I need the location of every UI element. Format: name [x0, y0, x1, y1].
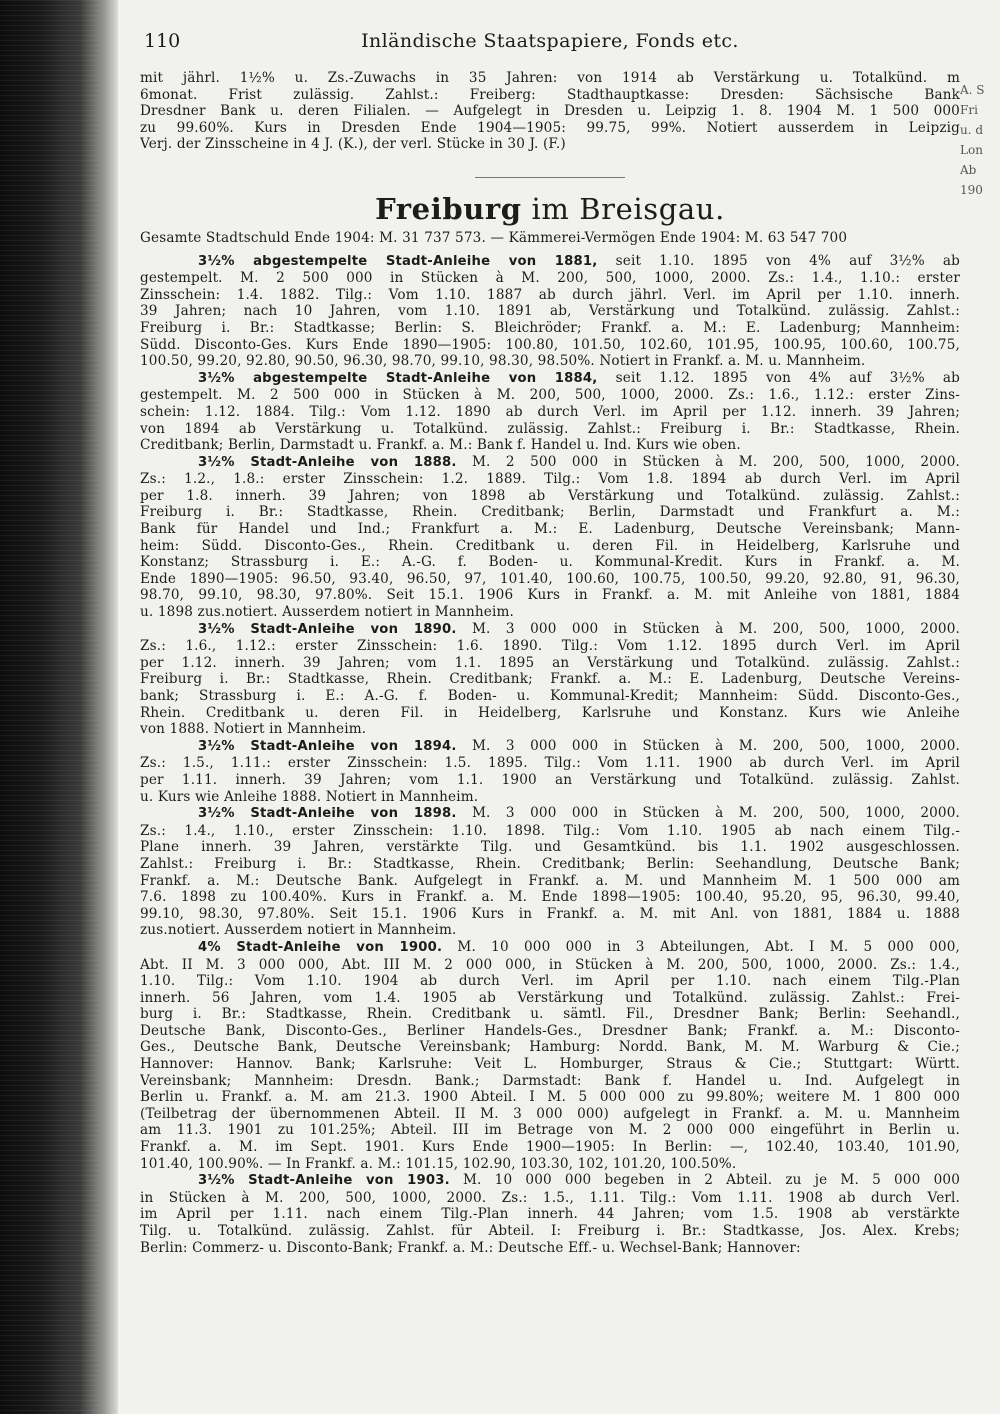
text-line: burg i. Br.: Stadtkasse, Rhein. Creditbank u. sämtl. Fil., Dresdner Bank; Berlin: Seehandl.,	[140, 1006, 960, 1023]
text-line: Ges., Deutsche Bank, Deutsche Vereinsbank; Hamburg: Nordd. Bank, M. M. Warburg & Cie.;	[140, 1039, 960, 1056]
text-line: 1.10. Tilg.: Vom 1.10. 1904 ab durch Verl. im April per 1.10. nach einem Tilg.-Plan	[140, 973, 960, 990]
page-number: 110	[144, 30, 181, 52]
bond-intro-text: seit 1.10. 1895 von 4% auf 3½% ab	[597, 252, 960, 269]
text-line: Berlin: Commerz- u. Disconto-Bank; Frankf. a. M.: Deutsche Eff.- u. Wechsel-Bank; Hannover:	[140, 1239, 801, 1256]
section-title-region: im Breisgau.	[521, 191, 725, 226]
bond-title: 3½% Stadt-Anleihe von 1894.	[198, 738, 457, 754]
section-divider	[475, 177, 625, 178]
section-title-city: Freiburg	[375, 191, 522, 226]
bond-intro-text: M. 3 000 000 in Stücken à M. 200, 500, 1000, 2000.	[456, 620, 960, 637]
text-line: Berlin u. Frankf. a. M. am 21.3. 1900 Abteil. I M. 5 000 000 zu 99.80%; weitere M. 1 800 000	[140, 1089, 960, 1106]
margin-fragment: 190	[960, 183, 983, 197]
text-line: zu 99.60%. Kurs in Dresden Ende 1904—1905: 99.75, 99%. Notiert ausserdem in Leipzig	[140, 119, 960, 136]
text-line: Vereinsbank; Mannheim: Dresdn. Bank.; Darmstadt: Bank f. Handel u. Ind. Aufgelegt in	[140, 1072, 960, 1089]
bond-intro-text: M. 3 000 000 in Stücken à M. 200, 500, 1000, 2000.	[456, 737, 960, 754]
bond-entry-first-line	[140, 738, 960, 756]
text-line: von 1894 ab Verstärkung u. Totalkünd. zulässig. Zahlst.: Freiburg i. Br.: Stadtkasse, Rhein.	[140, 420, 960, 437]
text-line: innerh. 56 Jahren, vom 1.4. 1905 ab Verstärkung und Totalkünd. zulässig. Zahlst.: Frei-	[140, 989, 960, 1006]
bond-entry-first-line	[140, 621, 960, 639]
text-line: 7.6. 1898 zu 100.40%. Kurs in Frankf. a. M. Ende 1898—1905: 100.40, 95.20, 95, 96.30, 99.40,	[140, 889, 960, 906]
text-line: Konstanz; Strassburg i. E.: A.-G. f. Boden- u. Kommunal-Kredit. Kurs in Frankf. a. M.	[140, 554, 960, 571]
text-line: Verj. der Zinsscheine in 4 J. (K.), der verl. Stücke in 30 J. (F.)	[140, 136, 566, 153]
margin-fragment: Lon	[960, 143, 983, 157]
text-line: Ende 1890—1905: 96.50, 93.40, 96.50, 97, 101.40, 100.60, 100.75, 100.50, 99.20, 92.80, 91, 96.30,	[140, 570, 960, 587]
text-line: Zs.: 1.4., 1.10., erster Zinsschein: 1.10. 1898. Tilg.: Vom 1.10. 1905 ab nach einem Tilg.-	[140, 822, 960, 839]
text-line: Zahlst.: Freiburg i. Br.: Stadtkasse, Rhein. Creditbank; Berlin: Seehandlung, Deutsche Bank;	[140, 855, 960, 872]
text-line: per 1.12. innerh. 39 Jahren; vom 1.1. 1895 an Verstärkung und Totalkünd. zulässig. Zahlst.:	[140, 654, 960, 671]
bond-entry	[140, 454, 960, 621]
bond-entry	[140, 939, 960, 1172]
text-line: Freiburg i. Br.: Stadtkasse; Berlin: S. Bleichröder; Frankf. a. M.: E. Ladenburg; Mannheim:	[140, 319, 960, 336]
bond-title: 3½% Stadt-Anleihe von 1898.	[198, 806, 457, 822]
text-line: Zs.: 1.6., 1.12.: erster Zinsschein: 1.6. 1890. Tilg.: Vom 1.12. 1895 durch Verl. im April	[140, 638, 960, 655]
text-line: 98.70, 99.10, 98.30, 97.80%. Seit 15.1. 1906 Kurs in Frankf. a. M. mit Anleihe von 1881, 1884	[140, 587, 960, 604]
text-line: Zs.: 1.2., 1.8.: erster Zinsschein: 1.2. 1889. Tilg.: Vom 1.8. 1894 ab durch Verl. im April	[140, 471, 960, 488]
bond-title: 4% Stadt-Anleihe von 1900.	[198, 939, 443, 955]
bond-entry	[140, 805, 960, 939]
text-line: im April per 1.11. nach einem Tilg.-Plan innerh. 44 Jahren; vom 1.5. 1908 ab verstärkte	[140, 1206, 960, 1223]
page-header	[140, 30, 960, 62]
text-line: heim: Südd. Disconto-Ges., Rhein. Creditbank u. deren Fil. in Heidelberg, Karlsruhe und	[140, 537, 960, 554]
bond-entry-first-line	[140, 1172, 960, 1190]
text-line: Tilg. u. Totalkünd. zulässig. Zahlst. für Abteil. I: Freiburg i. Br.: Stadtkasse, Jos. Alex. Krebs;	[140, 1223, 960, 1239]
city-debt-statistics: Gesamte Stadtschuld Ende 1904: M. 31 737 573. — Kämmerei-Vermögen Ende 1904: M. 63 547 700	[140, 229, 848, 246]
bond-intro-text: M. 10 000 000 in 3 Abteilungen, Abt. I M. 5 000 000,	[442, 938, 960, 955]
bond-entry	[140, 1172, 960, 1256]
book-page	[140, 30, 960, 1405]
text-line: 39 Jahren; nach 10 Jahren, vom 1.10. 1891 ab, Verstärkung und Totalkünd. zulässig. Zahlst.:	[140, 303, 960, 320]
text-line: Plane innerh. 39 Jahren, verstärkte Tilg. und Gesamtkünd. bis 1.1. 1902 ausgeschlossen.	[140, 839, 960, 856]
bond-entries	[140, 253, 960, 1257]
bond-entry-first-line	[140, 805, 960, 823]
bond-intro-text: M. 2 500 000 in Stücken à M. 200, 500, 1000, 2000.	[456, 453, 960, 470]
bond-title: 3½% abgestempelte Stadt-Anleihe von 1884,	[198, 370, 598, 386]
text-line: Hannover: Hannov. Bank; Karlsruhe: Veit L. Homburger, Straus & Cie.; Stuttgart: Württ.	[140, 1056, 960, 1073]
text-line: in Stücken à M. 200, 500, 1000, 2000. Zs.: 1.5., 1.11. Tilg.: Vom 1.11. 1908 ab durch Verl.	[140, 1189, 960, 1206]
bond-intro-text: M. 10 000 000 begeben in 2 Abteil. zu je M. 5 000 000	[449, 1172, 960, 1189]
text-line: Bank für Handel und Ind.; Frankfurt a. M.: E. Ladenburg, Deutsche Vereinsbank; Mann-	[140, 521, 960, 538]
margin-fragment: u. d	[960, 123, 984, 137]
text-line: schein: 1.12. 1884. Tilg.: Vom 1.12. 1890 ab durch Verl. im April per 1.12. innerh. 39 Jahren;	[140, 403, 960, 420]
bond-entry-first-line	[140, 939, 960, 957]
text-line: Südd. Disconto-Ges. Kurs Ende 1890—1905: 100.80, 101.50, 102.60, 101.95, 100.95, 100.60, 100.75,	[140, 336, 960, 353]
text-line: Dresdner Bank u. deren Filialen. — Aufgelegt in Dresden u. Leipzig 1. 8. 1904 M. 1 500 000	[140, 103, 960, 120]
text-line: Frankf. a. M. im Sept. 1901. Kurs Ende 1900—1905: In Berlin: —, 102.40, 103.40, 101.90,	[140, 1139, 960, 1156]
text-line: Deutsche Bank, Disconto-Ges., Berliner Handels-Ges., Dresdner Bank; Frankf. a. M.: Disconto-	[140, 1022, 960, 1039]
running-title: Inländische Staatspapiere, Fonds etc.	[361, 30, 739, 52]
text-line: (Teilbetrag der übernommenen Abteil. II M. 3 000 000) aufgelegt in Frankf. a. M. u. Mannheim	[140, 1105, 960, 1122]
margin-fragment: Fri	[960, 103, 978, 117]
text-line: per 1.11. innerh. 39 Jahren; vom 1.1. 1900 an Verstärkung und Totalkünd. zulässig. Zahlst.	[140, 771, 960, 788]
bond-entry	[140, 738, 960, 805]
text-line: von 1888. Notiert in Mannheim.	[140, 721, 367, 738]
text-line: Frankf. a. M.: Deutsche Bank. Aufgelegt in Frankf. a. M. und Mannheim M. 1 500 000 am	[140, 872, 960, 889]
bond-entry-first-line	[140, 454, 960, 472]
text-line: 100.50, 99.20, 92.80, 90.50, 96.30, 98.70, 99.10, 98.30, 98.50%. Notiert in Frankf. a. M. u. Mannheim.	[140, 353, 866, 370]
bond-intro-text: seit 1.12. 1895 von 4% auf 3½% ab	[597, 369, 960, 386]
text-line: Zs.: 1.5., 1.11.: erster Zinsschein: 1.5. 1895. Tilg.: Vom 1.11. 1900 ab durch Verl. im April	[140, 755, 960, 772]
text-line: Freiburg i. Br.: Stadtkasse, Rhein. Creditbank; Berlin, Darmstadt und Frankfurt a. M.:	[140, 504, 960, 521]
text-line: 99.10, 98.30, 97.80%. Seit 15.1. 1906 Kurs in Frankf. a. M. mit Anl. von 1881, 1884 u. 1888	[140, 905, 960, 922]
text-line: Rhein. Creditbank u. deren Fil. in Heidelberg, Karlsruhe und Konstanz. Kurs wie Anleihe	[140, 704, 960, 721]
bond-title: 3½% Stadt-Anleihe von 1890.	[198, 621, 457, 637]
text-line: per 1.8. innerh. 39 Jahren; von 1898 ab Verstärkung und Totalkünd. zulässig. Zahlst.:	[140, 487, 960, 504]
text-line: gestempelt. M. 2 500 000 in Stücken à M. 200, 500, 1000, 2000. Zs.: 1.4., 1.10.: erster	[140, 270, 960, 287]
bond-intro-text: M. 3 000 000 in Stücken à M. 200, 500, 1000, 2000.	[456, 805, 960, 822]
text-line: mit jährl. 1½% u. Zs.-Zuwachs in 35 Jahren: von 1914 ab Verstärkung u. Totalkünd. m	[140, 70, 960, 86]
margin-fragment: Ab	[960, 163, 977, 177]
text-line: zus.notiert. Ausserdem notiert in Mannheim.	[140, 922, 457, 939]
book-spine-shadow	[0, 0, 118, 1414]
margin-fragment: A. S	[960, 83, 985, 97]
text-line: 101.40, 100.90%. — In Frankf. a. M.: 101.15, 102.90, 103.30, 102, 101.20, 100.50%.	[140, 1155, 737, 1172]
adjacent-page-fragments	[960, 80, 1000, 200]
bond-title: 3½% Stadt-Anleihe von 1888.	[198, 454, 457, 470]
bond-title: 3½% Stadt-Anleihe von 1903.	[198, 1173, 450, 1189]
text-line: bank; Strassburg i. E.: A.-G. f. Boden- u. Kommunal-Kredit; Mannheim: Südd. Disconto-Ges.,	[140, 688, 960, 704]
text-line: Freiburg i. Br.: Stadtkasse, Rhein. Creditbank; Frankf. a. M.: E. Ladenburg, Deutsche Vereins-	[140, 671, 960, 688]
text-line: Abt. II M. 3 000 000, Abt. III M. 2 000 000, in Stücken à M. 200, 500, 1000, 2000. Zs.: 1.4.,	[140, 956, 960, 973]
text-line: 6monat. Frist zulässig. Zahlst.: Freiberg: Stadthauptkasse: Dresden: Sächsische Bank	[140, 86, 960, 103]
section-title	[140, 192, 960, 226]
text-line: am 11.3. 1901 zu 101.25%; Abteil. III im Betrage von M. 2 000 000 eingeführt in Berlin u.	[140, 1122, 960, 1139]
spine-texture	[0, 0, 100, 1414]
continued-entry	[140, 70, 960, 153]
bond-entry	[140, 621, 960, 738]
text-line: Zinsschein: 1.4. 1882. Tilg.: Vom 1.10. 1887 ab durch jährl. Verl. im April per 1.10. innerh.	[140, 286, 960, 303]
text-line: Creditbank; Berlin, Darmstadt u. Frankf. a. M.: Bank f. Handel u. Ind. Kurs wie oben.	[140, 437, 741, 454]
text-line: gestempelt. M. 2 500 000 in Stücken à M. 200, 500, 1000, 2000. Zs.: 1.6., 1.12.: erster Zins-	[140, 387, 960, 404]
text-line: u. 1898 zus.notiert. Ausserdem notiert in Mannheim.	[140, 604, 514, 621]
bond-entry	[140, 370, 960, 454]
text-line: u. Kurs wie Anleihe 1888. Notiert in Mannheim.	[140, 788, 479, 805]
bond-title: 3½% abgestempelte Stadt-Anleihe von 1881,	[198, 253, 598, 269]
bond-entry-first-line	[140, 370, 960, 388]
bond-entry	[140, 253, 960, 370]
bond-entry-first-line	[140, 253, 960, 271]
